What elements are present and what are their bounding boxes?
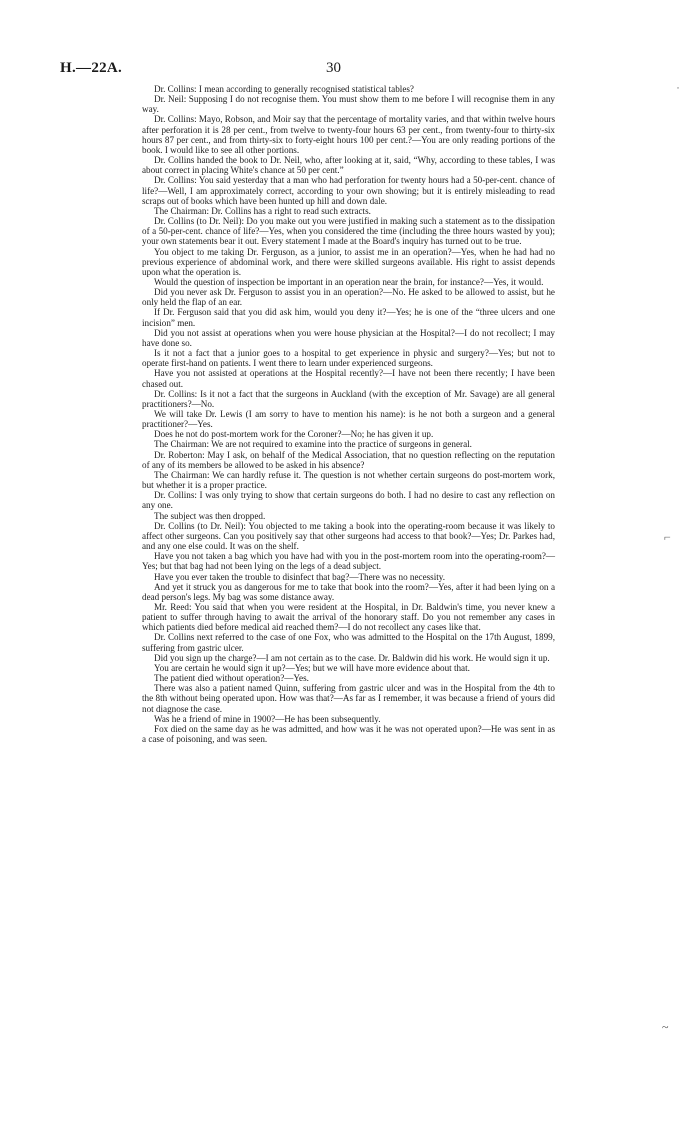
paragraph: The Chairman: Dr. Collins has a right to read such extracts. <box>154 205 371 216</box>
paragraph: Have you not taken a bag which you have had with you in the post-mortem room into the operating-room?—Yes; but that bag had not been lying on the legs of a dead subject. <box>142 551 555 572</box>
page-number: 30 <box>326 60 341 76</box>
paragraph: Dr. Collins (to Dr. Neil): You objected to me taking a book into the operating-room because it was likely to affect other surgeons. Can you positively say that other surgeons had access to that book?—Yes; Dr. Parkes had, and any one else could. It was on the shelf. <box>142 520 555 552</box>
paragraph: You are certain he would sign it up?—Yes; but we will have more evidence about that. <box>154 662 470 673</box>
paragraph: Mr. Reed: You said that when you were resident at the Hospital, in Dr. Baldwin's time, you never knew a patient to suffer through having to await the arrival of the honorary staff. Do you not remember any cases in which patients died before medical aid reached them?—I do not recollect any cases like that. <box>142 601 555 633</box>
paragraph: Dr. Collins: Mayo, Robson, and Moir say that the percentage of mortality varies, and that within twelve hours after perforation it is 28 per cent., from twelve to twenty-four hours 63 per cent., from twenty-four to thirty-six hours 87 per cent., and from thirty-six to forty-eight hours 100 per cent.?—You are only reading portions of the book. I would like to see all other portions. <box>142 114 555 155</box>
paragraph: And yet it struck you as dangerous for me to take that book into the room?—Yes, after it had been lying on a dead person's legs. My bag was some distance away. <box>142 581 555 602</box>
paragraph: Dr. Collins next referred to the case of one Fox, who was admitted to the Hospital on the 17th August, 1899, suffering from gastric ulcer. <box>142 632 555 653</box>
paragraph: Dr. Collins: Is it not a fact that the surgeons in Auckland (with the exception of Mr. Savage) are all general practitioners?—No. <box>142 388 555 409</box>
paragraph: Does he not do post-mortem work for the Coroner?—No; he has given it up. <box>154 429 434 440</box>
paragraph: Dr. Roberton: May I ask, on behalf of the Medical Association, that no question reflecting on the reputation of any of its members be allowed to be asked in his absence? <box>142 449 555 470</box>
paragraph: Was he a friend of mine in 1900?—He has been subsequently. <box>154 713 381 724</box>
paragraph: The patient died without operation?—Yes. <box>154 673 309 684</box>
paragraph: The Chairman: We can hardly refuse it. The question is not whether certain surgeons do post-mortem work, but whether it is a proper practice. <box>142 469 555 491</box>
paragraph: The subject was then dropped. <box>154 510 266 521</box>
paragraph: Dr. Collins: I mean according to generally recognised statistical tables? <box>154 84 414 94</box>
paragraph: Have you ever taken the trouble to disinfect that bag?—There was no necessity. <box>154 571 446 582</box>
paragraph: If Dr. Ferguson said that you did ask him, would you deny it?—Yes; he is one of the “three ulcers and one incision” men. <box>142 307 555 328</box>
paragraph: You object to me taking Dr. Ferguson, as a junior, to assist me in an operation?—Yes, when he had had no previous experience of abdominal work, and there were skilled surgeons available. His right to assist depends upon what the operation is. <box>142 246 555 277</box>
paragraph: Dr. Collins: You said yesterday that a man who had perforation for twenty hours had a 50-per-cent. chance of life?—Well, I am approximately correct, according to your own showing; but it is entirely misleading to read scraps out of books which have been hunted up hill and down dale. <box>142 175 555 206</box>
margin-mark-icon: ⌐ <box>664 530 671 544</box>
paragraph: We will take Dr. Lewis (I am sorry to have to mention his name): is he not both a surgeon and a general practitioner?—Yes. <box>142 409 555 430</box>
paragraph: Did you sign up the charge?—I am not certain as to the case. Dr. Baldwin did his work. He would sign it up. <box>154 652 550 663</box>
paragraph: Did you never ask Dr. Ferguson to assist you in an operation?—No. He asked to be allowed to assist, but he only held the flap of an ear. <box>142 287 555 308</box>
margin-mark-icon: ˙ <box>676 84 680 98</box>
paragraph: Dr. Collins: I was only trying to show that certain surgeons do both. I had no desire to cast any reflection on any one. <box>142 490 555 511</box>
paragraph: The Chairman: We are not required to examine into the practice of surgeons in general. <box>154 439 472 450</box>
page-body <box>142 84 555 744</box>
paragraph: Fox died on the same day as he was admitted, and how was it he was not operated upon?—He was sent in as a case of poisoning, and was seen. <box>142 723 555 744</box>
paragraph: Dr. Neil: Supposing I do not recognise them. You must show them to me before I will recognise them in any way. <box>142 94 555 115</box>
paragraph: Is it not a fact that a junior goes to a hospital to get experience in physic and surgery?—Yes; but not to operate first-hand on patients. I went there to learn under experienced surgeons. <box>142 348 555 369</box>
paragraph: Dr. Collins handed the book to Dr. Neil, who, after looking at it, said, “Why, according to these tables, I was about correct in placing White's chance at 50 per cent.” <box>142 155 555 176</box>
paragraph: There was also a patient named Quinn, suffering from gastric ulcer and was in the Hospital from the 4th to the 8th without being operated upon. How was that?—As far as I remember, it was because a friend of yours did not diagnose the case. <box>142 683 555 714</box>
paragraph: Would the question of inspection be important in an operation near the brain, for instance?—Yes, it would. <box>154 276 544 287</box>
paragraph: Dr. Collins (to Dr. Neil): Do you make out you were justified in making such a statement as to the dissipation of a 50-per-cent. chance of life?—Yes, when you considered the time (including the three hours wasted by you); your own statements bear it out. Every statement I made at the Board's inquiry has turned out to be true. <box>142 216 555 247</box>
paragraph: Did you not assist at operations when you were house physician at the Hospital?—I do not recollect; I may have done so. <box>142 327 555 348</box>
paper-reference: H.—22A. <box>60 60 123 76</box>
paragraph: Have you not assisted at operations at the Hospital recently?—I have not been there recently; I have been chased out. <box>142 368 555 389</box>
margin-mark-icon: ~ <box>662 1020 669 1034</box>
